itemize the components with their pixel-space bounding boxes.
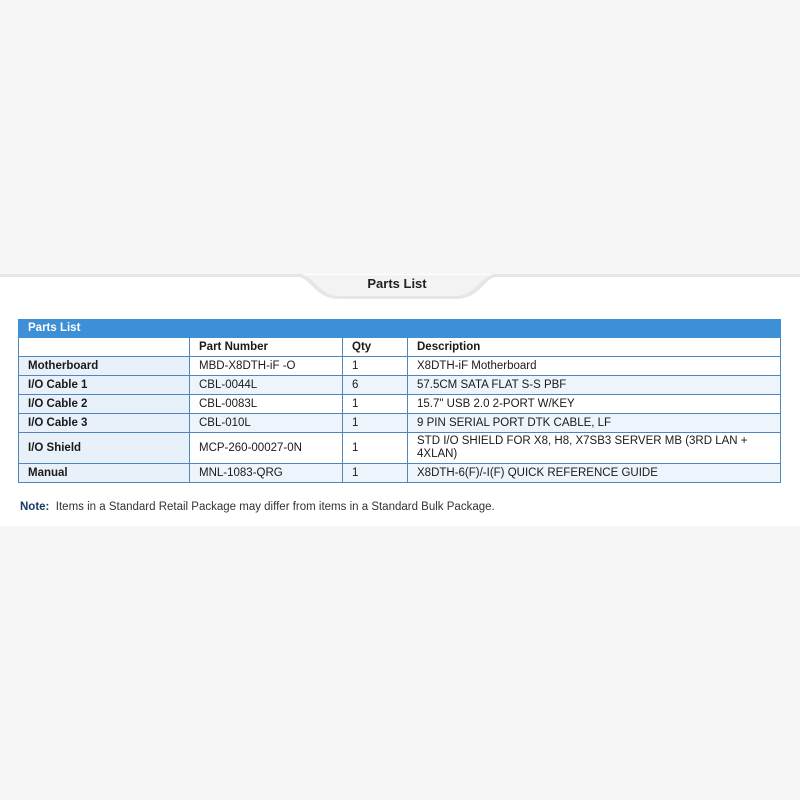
parts-list-panel	[0, 274, 800, 526]
row-name: I/O Shield	[19, 433, 190, 464]
table-caption: Parts List	[19, 320, 781, 338]
table-row	[19, 395, 781, 414]
header-name	[19, 338, 190, 357]
row-qty: 1	[343, 357, 408, 376]
row-description: 9 PIN SERIAL PORT DTK CABLE, LF	[408, 414, 781, 433]
note-label: Note:	[20, 501, 50, 513]
table-header-row	[19, 338, 781, 357]
row-part-number: MCP-260-00027-0N	[190, 433, 343, 464]
header-qty: Qty	[343, 338, 408, 357]
header-description: Description	[408, 338, 781, 357]
table-body	[19, 357, 781, 483]
row-description: 57.5CM SATA FLAT S-S PBF	[408, 376, 781, 395]
row-part-number: CBL-0044L	[190, 376, 343, 395]
row-name: Manual	[19, 464, 190, 483]
row-name: I/O Cable 1	[19, 376, 190, 395]
parts-table	[18, 319, 781, 483]
row-name: Motherboard	[19, 357, 190, 376]
row-description: X8DTH-iF Motherboard	[408, 357, 781, 376]
table-row	[19, 433, 781, 464]
row-qty: 1	[343, 395, 408, 414]
row-name: I/O Cable 3	[19, 414, 190, 433]
row-part-number: CBL-010L	[190, 414, 343, 433]
row-description: 15.7" USB 2.0 2-PORT W/KEY	[408, 395, 781, 414]
row-qty: 1	[343, 433, 408, 464]
section-title: Parts List	[367, 276, 427, 291]
note-text: Items in a Standard Retail Package may differ from items in a Standard Bulk Package.	[55, 501, 495, 513]
package-note	[20, 501, 495, 513]
header-part-number: Part Number	[190, 338, 343, 357]
table-row	[19, 357, 781, 376]
row-description: X8DTH-6(F)/-I(F) QUICK REFERENCE GUIDE	[408, 464, 781, 483]
row-qty: 1	[343, 464, 408, 483]
table-caption-row	[19, 320, 781, 338]
row-part-number: MNL-1083-QRG	[190, 464, 343, 483]
row-description: STD I/O SHIELD FOR X8, H8, X7SB3 SERVER MB (3RD LAN + 4XLAN)	[408, 433, 781, 464]
row-qty: 6	[343, 376, 408, 395]
row-part-number: CBL-0083L	[190, 395, 343, 414]
table-row	[19, 376, 781, 395]
row-qty: 1	[343, 414, 408, 433]
table-row	[19, 414, 781, 433]
table-row	[19, 464, 781, 483]
row-part-number: MBD-X8DTH-iF -O	[190, 357, 343, 376]
section-tab	[0, 274, 800, 304]
row-name: I/O Cable 2	[19, 395, 190, 414]
